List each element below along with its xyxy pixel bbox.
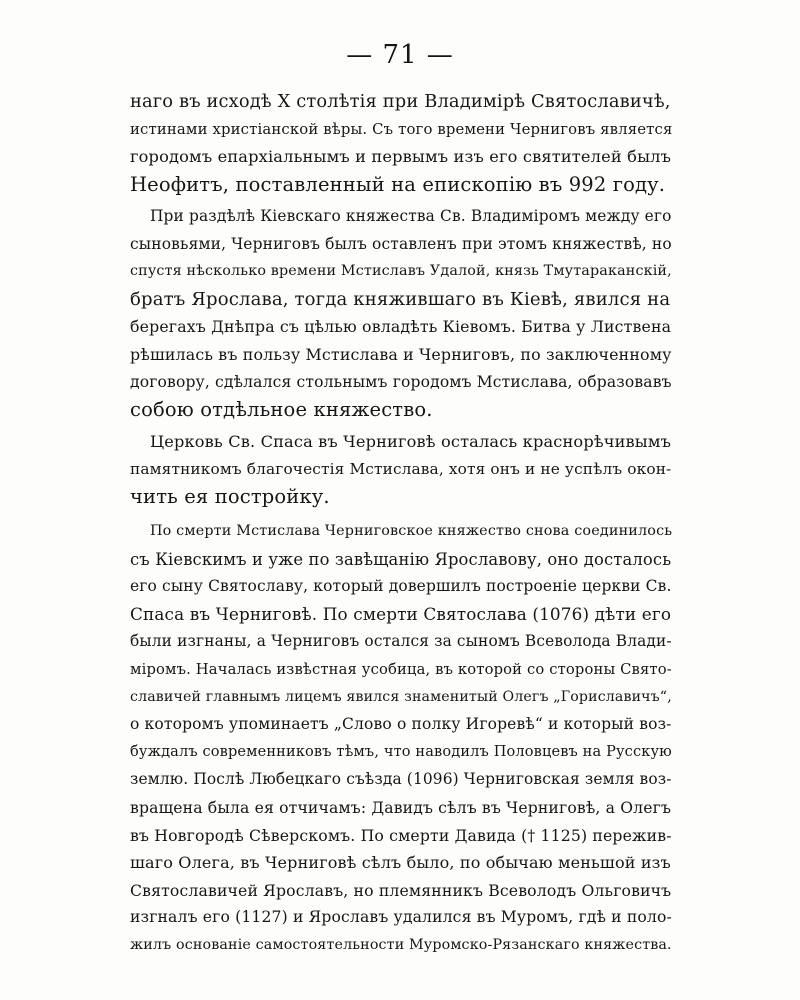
paragraph-4	[130, 518, 673, 960]
text-line: При раздѣлѣ Кіевскаго княжества Св. Владиміромъ между его	[150, 207, 672, 225]
text-line: памятникомъ благочестія Мстислава, хотя онъ и не успѣлъ окон-	[130, 459, 672, 478]
page-number: — 71 —	[346, 40, 454, 70]
text-line: Спаса въ Черниговѣ. По смерти Святослава (1076) дѣти его	[130, 603, 672, 624]
text-line: жилъ основаніе самостоятельности Муромско-Рязанскаго княжества.	[130, 936, 672, 953]
paragraph-2	[130, 203, 670, 424]
text-line: рѣшилась въ пользу Мстислава и Черниговъ, по заключенному	[130, 344, 672, 364]
paragraph-3	[130, 428, 670, 511]
paragraph-1	[130, 88, 673, 198]
text-line: въ Новгородѣ Сѣверскомъ. По смерти Давида († 1125) пережив-	[130, 825, 672, 845]
text-line: наго въ исходѣ X столѣтія при Владимірѣ Святославичѣ,	[130, 91, 671, 112]
text-line: о которомъ упоминаетъ „Слово о полку Игоревѣ“ и который воз-	[130, 715, 672, 734]
text-line: истинами христіанской вѣры. Съ того времени Черниговъ является	[130, 120, 673, 138]
text-line: городомъ епархіальнымъ и первымъ изъ его святителей былъ	[130, 147, 672, 167]
text-line: землю. Послѣ Любецкаго съѣзда (1096) Черниговская земля воз-	[130, 770, 672, 789]
text-line: Церковь Св. Спаса въ Черниговѣ осталась краснорѣчивымъ	[150, 432, 672, 451]
text-line: спустя нѣсколько времени Мстиславъ Удалой, князь Тмутараканскій,	[130, 263, 672, 280]
text-line: Неофитъ, поставленный на епископію въ 992 году.	[130, 172, 666, 196]
text-line: собою отдѣльное княжество.	[130, 398, 433, 422]
text-line: братъ Ярослава, тогда княжившаго въ Кіевѣ, явился на	[130, 288, 671, 310]
text-line: изгналъ его (1127) и Ярославъ удалился въ Муромъ, гдѣ и поло-	[130, 908, 672, 927]
text-line: были изгнаны, а Черниговъ остался за сыномъ Всеволода Влади-	[130, 632, 672, 651]
text-line: Святославичей Ярославъ, но племянникъ Всеволодъ Ольговичъ	[130, 880, 672, 900]
text-line: чить ея постройку.	[130, 485, 330, 509]
text-line: договору, сдѣлался стольнымъ городомъ Мстислава, образовавъ	[130, 372, 672, 391]
text-line: сыновьями, Черниговъ былъ оставленъ при этомъ княжествѣ, но	[130, 234, 672, 253]
text-line: буждалъ современниковъ тѣмъ, что наводилъ Половцевъ на Русскую	[130, 743, 672, 760]
text-line: шаго Олега, въ Черниговѣ сѣлъ было, по обычаю меньшой изъ	[130, 853, 671, 873]
text-line: славичей главнымъ лицемъ явился знаменитый Олегъ „Гориславичъ“,	[130, 688, 672, 705]
text-line: вращена была ея отчичамъ: Давидъ сѣлъ въ Черниговѣ, а Олегъ	[130, 797, 672, 817]
text-line: берегахъ Днѣпра съ цѣлью овладѣть Кіевомъ. Битва у Листвена	[130, 317, 672, 337]
text-line: его сыну Святославу, который довершилъ построеніе церкви Св.	[130, 577, 672, 596]
text-line: По смерти Мстислава Черниговское княжество снова соединилось	[150, 523, 673, 539]
text-line: съ Кіевскимъ и уже по завѣщанію Ярославову, оно досталось	[130, 549, 672, 569]
text-line: міромъ. Началась извѣстная усобица, въ которой со стороны Свято-	[130, 660, 672, 678]
